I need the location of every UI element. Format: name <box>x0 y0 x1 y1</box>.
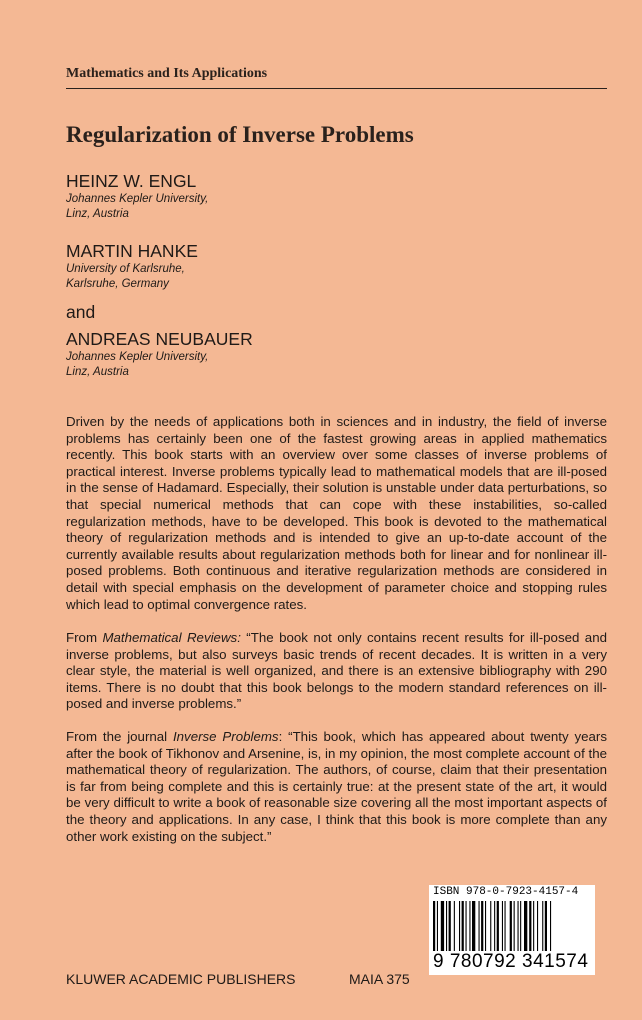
author-affiliation: Karlsruhe, Germany <box>66 278 169 290</box>
author-affiliation: Linz, Austria <box>66 366 129 378</box>
review-text: : “This book, which has appeared about twenty years after the book of Tikhonov and Arsenine, is, in my opinion, the most complete account of the mathematical theory of regularization. The authors, of course, claim that their presentation is far from being complete and this is certainly true: at the present state of the art, it would be very difficult to write a book of reasonable size covering all the most important aspects of the theory and applications. In any case, I think that this book is more complete than any other work existing on the subject.” <box>66 729 607 844</box>
barcode-bars <box>433 901 591 951</box>
series-title: Mathematics and Its Applications <box>66 66 268 81</box>
author-neubauer <box>66 328 253 380</box>
review-mathematical-reviews <box>66 630 607 713</box>
review-prefix: From the journal <box>66 729 173 744</box>
author-hanke <box>66 240 198 292</box>
and-conjunction: and <box>66 302 96 322</box>
review-prefix: From <box>66 630 103 645</box>
author-affiliation: Linz, Austria <box>66 208 129 220</box>
author-affiliation: University of Karlsruhe, <box>66 263 185 275</box>
review-inverse-problems <box>66 729 607 845</box>
author-affiliation: Johannes Kepler University, <box>66 193 209 205</box>
book-title: Regularization of Inverse Problems <box>66 122 414 147</box>
barcode <box>429 885 595 975</box>
book-description: Driven by the needs of applications both in sciences and in industry, the field of inverse problems has certainly been one of the fastest growing areas in applied mathematics recently. This book starts with an overview over some classes of inverse problems of practical interest. Inverse problems typically lead to mathematical models that are ill-posed in the sense of Hadamard. Especially, their solution is unstable under data perturbations, so that special numerical methods that can cope with these instabilities, so-called regularization methods, have to be developed. This book is devoted to the mathematical theory of regularization methods and is intended to give an up-to-date account of the currently available results about regularization methods both for linear and for nonlinear ill-posed problems. Both continuous and iterative regularization methods are considered in detail with special emphasis on the development of parameter choice and stopping rules which lead to optimal convergence rates. <box>66 414 607 612</box>
series-divider <box>66 88 607 89</box>
author-engl <box>66 170 208 222</box>
review-text: “The book not only contains recent results for ill-posed and inverse problems, but also surveys basic trends of recent decades. It is written in a very clear style, the material is well organized, and there is an extensive bibliography with 290 items. There is no doubt that this book belongs to the modern standard references on ill-posed and inverse problems.” <box>66 630 607 712</box>
publisher-name: KLUWER ACADEMIC PUBLISHERS <box>66 971 296 987</box>
author-name: ANDREAS NEUBAUER <box>66 329 253 349</box>
review-source: Inverse Problems <box>172 729 279 744</box>
isbn-label: ISBN 978-0-7923-4157-4 <box>433 886 579 898</box>
author-name: MARTIN HANKE <box>66 241 198 261</box>
ean-number: 9 780792 341574 <box>433 951 589 972</box>
series-number: MAIA 375 <box>349 971 410 987</box>
author-name: HEINZ W. ENGL <box>66 171 197 191</box>
review-source: Mathematical Reviews: <box>102 630 241 645</box>
author-affiliation: Johannes Kepler University, <box>66 351 209 363</box>
